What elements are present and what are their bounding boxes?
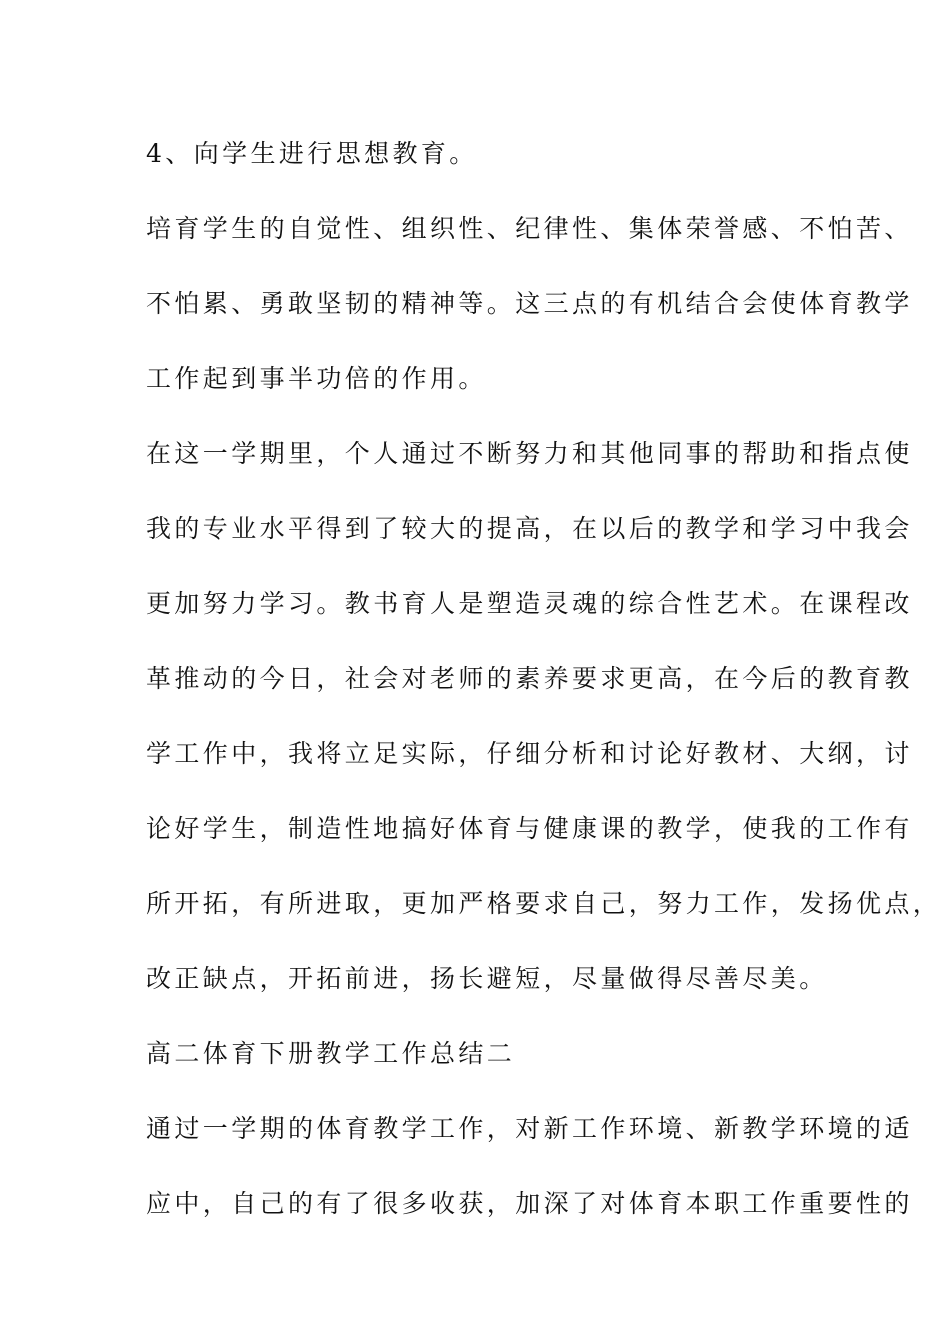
text-line: 我的专业水平得到了较大的提高，在以后的教学和学习中我会 — [146, 514, 913, 543]
text-line: 更加努力学习。教书育人是塑造灵魂的综合性艺术。在课程改 — [146, 589, 913, 618]
paragraph-heading-4: 4、向学生进行思想教育。 — [146, 139, 478, 168]
text-line: 不怕累、勇敢坚韧的精神等。这三点的有机结合会使体育教学 — [146, 289, 913, 318]
text-line: 革推动的今日，社会对老师的素养要求更高，在今后的教育教 — [146, 664, 913, 693]
text-line: 学工作中，我将立足实际，仔细分析和讨论好教材、大纲，讨 — [146, 739, 913, 768]
text-line: 应中，自己的有了很多收获，加深了对体育本职工作重要性的 — [146, 1189, 913, 1218]
text-line: 改正缺点，开拓前进，扬长避短，尽量做得尽善尽美。 — [146, 964, 828, 993]
section-title: 高二体育下册教学工作总结二 — [146, 1039, 516, 1068]
text-line: 在这一学期里，个人通过不断努力和其他同事的帮助和指点使 — [146, 439, 913, 468]
text-line: 所开拓，有所进取，更加严格要求自己，努力工作，发扬优点， — [146, 889, 942, 918]
text-line: 论好学生，制造性地搞好体育与健康课的教学，使我的工作有 — [146, 814, 913, 843]
text-line: 培育学生的自觉性、组织性、纪律性、集体荣誉感、不怕苦、 — [146, 214, 913, 243]
text-line: 工作起到事半功倍的作用。 — [146, 364, 487, 393]
text-line: 通过一学期的体育教学工作，对新工作环境、新教学环境的适 — [146, 1114, 913, 1143]
